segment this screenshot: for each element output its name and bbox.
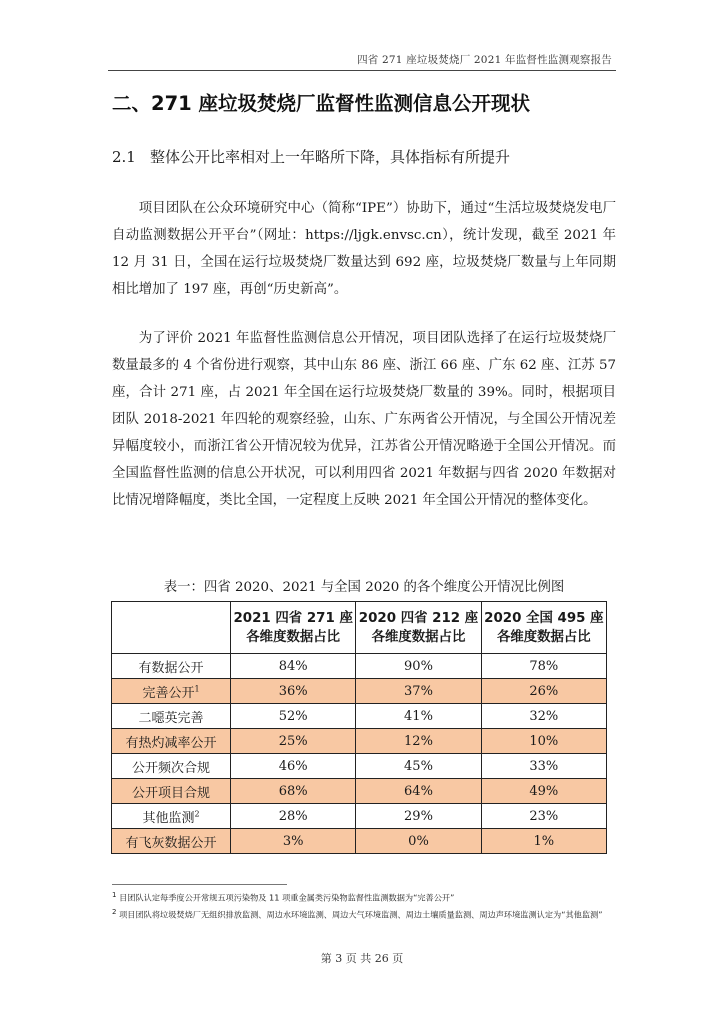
table-cell: 25% xyxy=(231,729,356,754)
table-cell: 41% xyxy=(356,704,481,729)
table-cell: 36% xyxy=(231,679,356,704)
table-row xyxy=(112,754,607,779)
row-label xyxy=(112,754,231,779)
paragraph-1: 项目团队在公众环境研究中心（简称“IPE”）协助下，通过“生活垃圾焚烧发电厂自动监测数据公开平台”（网址：https://ljgk.envsc.cn），统计发现，截至 2021 年 12 月 31 日，全国在运行垃圾焚烧厂数量达到 692 座，垃圾焚烧厂数量与上年同期相比增加了 197 座，再创“历史新高”。 xyxy=(112,201,616,297)
table-cell: 3% xyxy=(231,829,356,854)
table-cell: 26% xyxy=(481,679,606,704)
footnote-2 xyxy=(112,905,620,922)
row-label xyxy=(112,779,231,804)
column-header-line1: 2020 全国 495 座 xyxy=(484,610,604,626)
column-header-line2: 各维度数据占比 xyxy=(246,629,341,645)
paragraph-2: 为了评价 2021 年监督性监测信息公开情况，项目团队选择了在运行垃圾焚烧厂数量最多的 4 个省份进行观察，其中山东 86 座、浙江 66 座、广东 62 座、江苏 57 座，合计 271 座，占 2021 年全国在运行垃圾焚烧厂数量的 39%。同时，根据项目团队 2018-2021 年四轮的观察经验，山东、广东两省公开情况，与全国公开情况差异幅度较小，而浙江省公开情况较为优异，江苏省公开情况略逊于全国公开情况。而全国监督性监测的信息公开状况，可以利用四省 2021 年数据与四省 2020 年数据对比情况增降幅度，类比全国，一定程度上反映 2021 年全国公开情况的整体变化。 xyxy=(112,331,616,508)
table-cell: 49% xyxy=(481,779,606,804)
table-row xyxy=(112,679,607,704)
footnote-rule xyxy=(112,884,287,885)
column-header-2020-four-provinces xyxy=(356,602,481,654)
table-cell: 52% xyxy=(231,704,356,729)
row-label xyxy=(112,729,231,754)
row-label-text: 其他监测 xyxy=(142,810,195,826)
footnote-mark: 2 xyxy=(112,907,117,916)
footnote-text: 项目团队将垃圾焚烧厂无组织排放监测、周边水环境监测、周边大气环境监测、周边土壤质量监测、周边声环境监测认定为“其他监测” xyxy=(119,909,603,920)
table-cell: 46% xyxy=(231,754,356,779)
footnote-1 xyxy=(112,888,620,905)
comparison-table xyxy=(111,601,607,854)
table-cell: 1% xyxy=(481,829,606,854)
footnote-mark: 1 xyxy=(112,891,117,899)
row-label-text: 公开项目合规 xyxy=(131,785,210,801)
table-cell: 12% xyxy=(356,729,481,754)
column-header-2021-four-provinces xyxy=(231,602,356,654)
table-cell: 68% xyxy=(231,779,356,804)
section-title: 二、271 座垃圾焚烧厂监督性监测信息公开现状 xyxy=(112,92,530,115)
table-cell: 0% xyxy=(356,829,481,854)
subsection-number: 2.1 xyxy=(112,148,136,166)
table-cell: 33% xyxy=(481,754,606,779)
table-row xyxy=(112,654,607,679)
column-header-2020-national xyxy=(481,602,606,654)
table-cell: 32% xyxy=(481,704,606,729)
row-label-text: 完善公开 xyxy=(142,685,195,701)
table-corner-cell xyxy=(112,602,231,654)
table-header-row xyxy=(112,602,607,654)
column-header-line1: 2020 四省 212 座 xyxy=(358,610,479,626)
table-row xyxy=(112,804,607,829)
table-cell: 45% xyxy=(356,754,481,779)
table-cell: 37% xyxy=(356,679,481,704)
footnote-marker: 2 xyxy=(194,809,200,819)
footnotes xyxy=(112,888,620,921)
table-cell: 10% xyxy=(481,729,606,754)
row-label xyxy=(112,829,231,854)
table-cell: 29% xyxy=(356,804,481,829)
column-header-line1: 2021 四省 271 座 xyxy=(233,610,353,626)
column-header-line2: 各维度数据占比 xyxy=(371,629,466,645)
table-cell: 84% xyxy=(231,654,356,679)
row-label-text: 有飞灰数据公开 xyxy=(125,835,217,851)
table-cell: 64% xyxy=(356,779,481,804)
subsection-title: 整体公开比率相对上一年略所下降，具体指标有所提升 xyxy=(150,148,511,166)
row-label-text: 有数据公开 xyxy=(138,660,204,676)
table-row xyxy=(112,779,607,804)
footnote-marker: 1 xyxy=(194,684,200,694)
table-caption: 表一：四省 2020、2021 与全国 2020 的各个维度公开情况比例图 xyxy=(163,580,565,595)
row-label-text: 二噁英完善 xyxy=(138,710,204,726)
table-row xyxy=(112,704,607,729)
table-row xyxy=(112,829,607,854)
row-label xyxy=(112,804,231,829)
table-row xyxy=(112,729,607,754)
page-number: 第 3 页 共 26 页 xyxy=(320,952,404,965)
row-label xyxy=(112,704,231,729)
row-label xyxy=(112,679,231,704)
footnote-text: 目团队认定每季度公开常规五项污染物及 11 项重金属类污染物监督性监测数据为“完善公开” xyxy=(119,892,455,903)
header-rule xyxy=(108,70,616,71)
table-cell: 90% xyxy=(356,654,481,679)
row-label-text: 公开频次合规 xyxy=(131,760,210,776)
running-header: 四省 271 座垃圾焚烧厂 2021 年监督性监测观察报告 xyxy=(357,54,612,66)
subsection-heading xyxy=(112,146,510,167)
column-header-line2: 各维度数据占比 xyxy=(496,629,591,645)
table-cell: 28% xyxy=(231,804,356,829)
row-label-text: 有热灼减率公开 xyxy=(125,735,217,751)
table-cell: 23% xyxy=(481,804,606,829)
row-label xyxy=(112,654,231,679)
table-cell: 78% xyxy=(481,654,606,679)
